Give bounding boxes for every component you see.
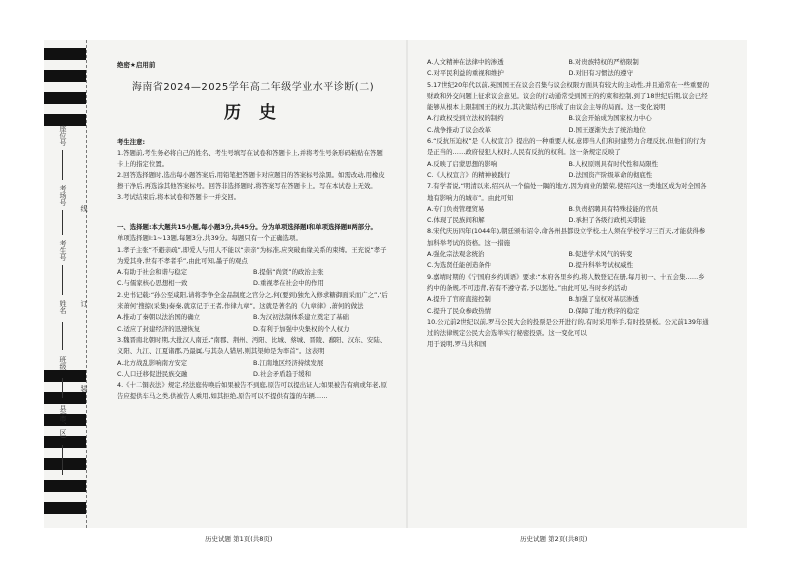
question-2-options — [117, 312, 389, 335]
question-1: 1.孝子主张“不避亲疏”,即爱人与用人不能以“亲亲”为标准,应突破血缘关系的束缚。王充说“孝子为爱其身,世有不孝者乎”,由此可知,墨子的观点 — [117, 245, 387, 265]
option[interactable]: D.有利于加强中央集权的个人权力 — [253, 324, 350, 333]
exam-no-field[interactable] — [62, 265, 63, 295]
option[interactable]: C.提升了民众参政热情 — [427, 306, 492, 315]
seal-line — [86, 40, 87, 528]
room-field[interactable] — [62, 210, 63, 235]
option[interactable]: C.对平民利益的重视和维护 — [427, 69, 504, 78]
page-footer-left: 历史试题 第1页(共8页) — [205, 535, 273, 543]
option[interactable]: A.人文精神在法律中的渗透 — [427, 58, 504, 66]
page-divider — [406, 40, 408, 528]
exam-no-label: 考生号 — [59, 240, 67, 261]
question-7-options — [427, 204, 710, 227]
option[interactable]: B.人权原则具有时代性和局限性 — [568, 159, 658, 168]
seal-word-order: 订 — [80, 300, 88, 307]
question-1-options — [117, 267, 389, 290]
subsection-heading: 单项选择题Ⅰ:1~13题,每题3分,共39分。每题只有一个正确选项。 — [117, 234, 302, 243]
class-field[interactable] — [62, 378, 63, 398]
class-label: 班级 — [59, 356, 67, 370]
option[interactable]: D.国王逐渐失去了统治地位 — [568, 125, 646, 134]
candidate-notes — [117, 137, 389, 203]
option[interactable]: A.推动了秦朝以法治国的确立 — [117, 313, 200, 322]
option[interactable]: B.促进学术风气的转变 — [568, 250, 633, 259]
option[interactable]: C.适应了封建经济的迅速恢复 — [117, 324, 201, 333]
county-field[interactable] — [62, 445, 63, 475]
question-10-tail: 用于说明,罗马共和国 — [427, 340, 487, 349]
option[interactable]: A.专门负责管理贸易 — [427, 204, 485, 213]
note-item: 1.答题前,考生务必将自己的姓名、考生号填写在试卷和答题卡上,并将考生号条形码粘贴在答题卡上的指定位置。 — [117, 149, 383, 168]
option[interactable]: C.为选贤任能创造条件 — [427, 261, 492, 270]
seal-word-line: 线 — [80, 205, 88, 212]
seat-label: 座位号 — [59, 125, 67, 146]
seal-word-bind: 装 — [80, 385, 88, 392]
option[interactable]: B.江南地区经济持续发展 — [253, 358, 324, 367]
question-7: 7.有学者说,“明清以来,绍兴从一个偏处一隅的地方,因为商业的繁荣,使绍兴这一类地区成为对全国各地有影响力的城市”。由此可知 — [427, 182, 707, 202]
section-heading: 一、选择题:本大题共15小题,每小题3分,共45分。分为单项选择题Ⅰ和单项选择题Ⅱ两部分。 — [117, 223, 377, 231]
option[interactable]: D.承担了各级行政机关职能 — [568, 216, 646, 225]
seat-field[interactable] — [62, 150, 63, 180]
option[interactable]: C.与儒家核心思想相一致 — [117, 279, 188, 288]
option[interactable]: A.行政权受到立法权的制约 — [427, 114, 504, 123]
option[interactable]: A.强化宗法观念统治 — [427, 250, 485, 259]
option[interactable]: A.提升了官府直接控制 — [427, 295, 491, 304]
exam-title: 海南省2024—2025学年高二年级学业水平诊断(二) — [131, 82, 375, 93]
question-4-options — [427, 57, 710, 80]
option[interactable]: B.为汉初法制体系建立奠定了基础 — [253, 313, 349, 322]
option[interactable]: D.法国资产阶级革命的彻底性 — [568, 170, 653, 179]
question-4: 4.《十二铜表法》规定,经法庭传唤后如果被告不到庭,原告可以提出证人;如果被告有病或年老,原告应提供车马之类,供被告人乘用,如其拒绝,原告可以不提供有篷的车辆…… — [117, 381, 387, 401]
subject-title: 历 史 — [224, 103, 282, 123]
option[interactable]: B.对贵族特权的严格限制 — [568, 58, 639, 66]
option[interactable]: A.有助于社会和谐与稳定 — [117, 268, 188, 277]
option[interactable]: D.提升科举考试权威性 — [568, 261, 633, 270]
option[interactable]: B.加强了皇权对基层渗透 — [568, 295, 639, 304]
left-questions — [117, 222, 389, 403]
notes-heading: 考生注意: — [117, 138, 146, 146]
option[interactable]: C.人口迁移促进民族交融 — [117, 369, 188, 378]
question-8-options — [427, 249, 710, 272]
name-label: 姓名 — [59, 300, 67, 314]
question-10: 10.公元前2世纪以前,罗马公民大会的投票是公开进行的,有时采用举手,有时投票板。公元前139年通过的法律规定公民大会选举实行秘密投票。这一变化可以 — [427, 317, 709, 338]
option[interactable]: B.负责招聘具有特殊技能的官员 — [568, 204, 658, 213]
option[interactable]: C.体现了民族间和解 — [427, 216, 485, 225]
option[interactable]: D.重视孝在社会中的作用 — [253, 279, 324, 288]
question-5: 5.17世纪20年代以前,英国国王在议会召集与议会权限方面具有较大的主动性,并且通常在一些重要的财政和外交问题上征求议会意见。议会的行动通常受到国王的约束和控制,到了18世纪后期,议会已经能够从根本上限制国王的权力,其决策结构已形成了由议会主导的局面。这一变化说明 — [427, 80, 710, 112]
name-field[interactable] — [62, 322, 63, 350]
secret-mark: 绝密★启用前 — [117, 61, 156, 69]
option[interactable]: D.保障了地方秩序的稳定 — [568, 306, 640, 315]
option[interactable]: C.《人权宣言》的精神被践行 — [427, 170, 511, 179]
county-label: 县(市、区) — [59, 405, 67, 439]
option[interactable]: A.北方战乱影响南方安定 — [117, 358, 188, 367]
question-9-options — [427, 294, 710, 317]
option[interactable]: D.社会矛盾趋于缓和 — [253, 369, 312, 378]
option[interactable]: D.对旧有习惯法的遵守 — [568, 69, 633, 78]
question-8: 8.宋代庆历四年(1044年),朝廷颁布诏令,命各州县都设立学校,士人须在学校学习三百天,才能获得参加科举考试的资格。这一措施 — [427, 227, 706, 247]
option[interactable]: C.战争推动了议会改革 — [427, 125, 492, 134]
question-3: 3.魏晋南北朝时期,大批汉人南迁,“南郡、荆州、沔阳、比城、蔡城、晋陵、鄱阳、汉东、安陆、义阳、九江、江夏诸郡,乃最属,与其杂人错居,则其渠帅是为率首”。这表明 — [117, 335, 387, 356]
option[interactable]: B.提倡“尚贤”的政治主张 — [253, 268, 324, 277]
page-footer-right: 历史试题 第2页(共8页) — [520, 535, 588, 543]
note-item: 3.考试结束后,将本试卷和答题卡一并交回。 — [117, 193, 241, 201]
question-5-options — [427, 113, 710, 136]
question-6: 6.“反抗压迫权”是《人权宣言》提出的一种重要人权,意即当人们和封建势力合理反抗,但他们的行为是正当的……政府侵犯人权时,人民有反抗的权利。这一条规定反映了 — [427, 137, 706, 157]
option[interactable]: A.反映了启蒙思想的影响 — [427, 159, 498, 168]
note-item: 2.回答选择题时,选出每小题答案后,用铅笔把答题卡对应题目的答案标号涂黑。如需改动,用橡皮擦干净后,再选涂其他答案标号。回答非选择题时,将答案写在答题卡上。写在本试卷上无效。 — [117, 171, 385, 190]
question-9: 9.嘉靖时期的《宁国府乡约训语》要求:“本府各里乡约,将人数登记在册,每月初一、十五会集……乡约中的条规,不可违背,若有不遵守者,予以惩处。”由此可见,当时乡约活动 — [427, 272, 705, 292]
question-3-options — [117, 358, 389, 381]
right-questions — [427, 57, 710, 351]
question-6-options — [427, 159, 710, 182]
option[interactable]: B.议会开始成为国家权力中心 — [568, 114, 652, 123]
room-label: 考场号 — [59, 185, 67, 206]
question-2: 2.史书记载:“孙公至咸阳,请将李争全金品制度之官分之,何(要到)独允入修求糖御面采而广之”,‘后来萧何’搜掠(采集)奏秦,就京记于王者,作律九章”。这就是著名的《九章律》,萧何的做法 — [117, 290, 388, 311]
